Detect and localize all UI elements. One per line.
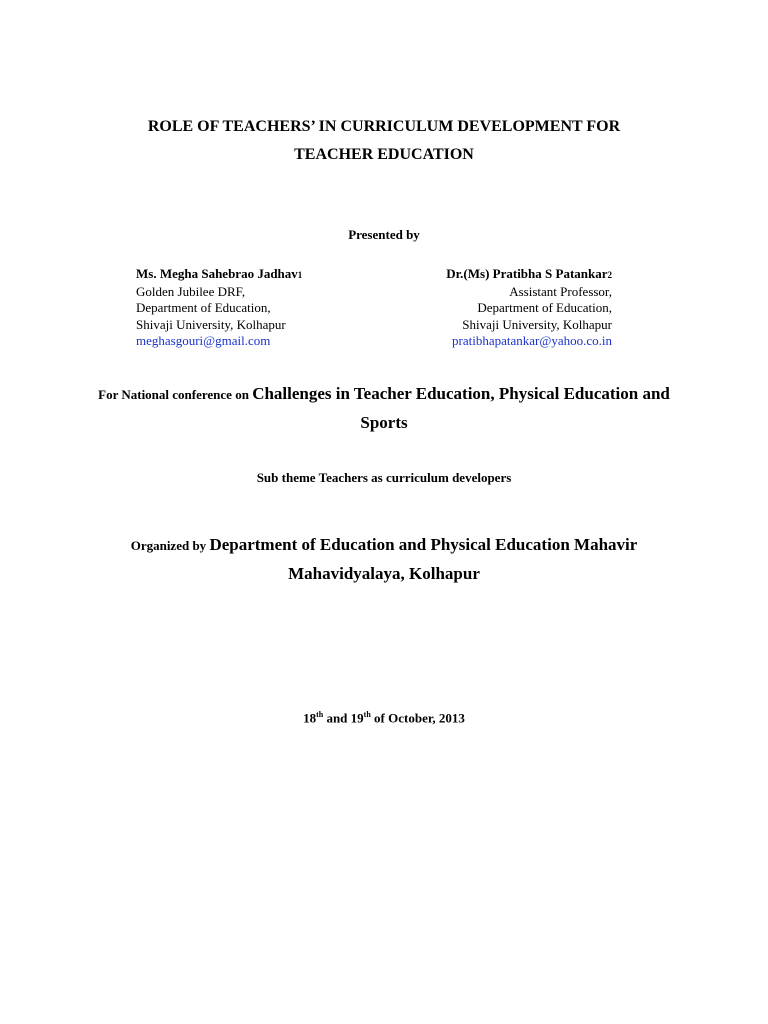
date-day-1: 18 [303, 710, 317, 726]
date-and: and [323, 710, 351, 726]
author-2-marker: 2 [607, 270, 612, 280]
author-2-line-1: Assistant Professor, [509, 283, 612, 299]
date-sup-2: th [363, 710, 371, 719]
author-2-email-link[interactable]: pratibhapatankar@yahoo.co.in [452, 333, 612, 348]
conference-title-2: Sports [360, 413, 408, 432]
conference-title-1: Challenges in Teacher Education, Physical Education and [252, 384, 670, 403]
author-1-block [136, 266, 302, 350]
author-1-email-link[interactable]: meghasgouri@gmail.com [136, 333, 271, 348]
date-sup-1: th [316, 710, 324, 719]
author-1-line-1: Golden Jubilee DRF, [136, 283, 246, 299]
author-2-name-text: Dr.(Ms) Pratibha S Patankar [446, 266, 608, 281]
conference-prefix: For National conference on [98, 387, 253, 402]
author-2-name [446, 266, 612, 284]
organized-line-1 [0, 535, 768, 555]
date-rest: of October, 2013 [370, 710, 465, 726]
presented-by-label: Presented by [348, 227, 420, 242]
author-1-name [136, 266, 302, 284]
organizer-1: Department of Education and Physical Education Mahavir [209, 535, 638, 554]
sub-theme: Sub theme Teachers as curriculum developers [256, 470, 512, 485]
conference-line-1 [0, 384, 768, 404]
event-date [0, 710, 768, 726]
date-day-2: 19 [350, 710, 364, 726]
author-2-line-3: Shivaji University, Kolhapur [462, 316, 612, 332]
author-2-block [446, 266, 612, 350]
author-2-line-2: Department of Education, [477, 300, 612, 315]
organizer-2: Mahavidyalaya, Kolhapur [288, 564, 480, 583]
author-1-line-2: Department of Education, [136, 300, 271, 315]
title-line-1: ROLE OF TEACHERS’ IN CURRICULUM DEVELOPMENT FOR [147, 118, 621, 135]
author-1-marker: 1 [297, 270, 303, 280]
author-1-name-text: Ms. Megha Sahebrao Jadhav [136, 266, 298, 281]
organized-prefix: Organized by [130, 538, 210, 553]
author-1-line-3: Shivaji University, Kolhapur [136, 316, 286, 332]
title-line-2: TEACHER EDUCATION [294, 146, 474, 163]
